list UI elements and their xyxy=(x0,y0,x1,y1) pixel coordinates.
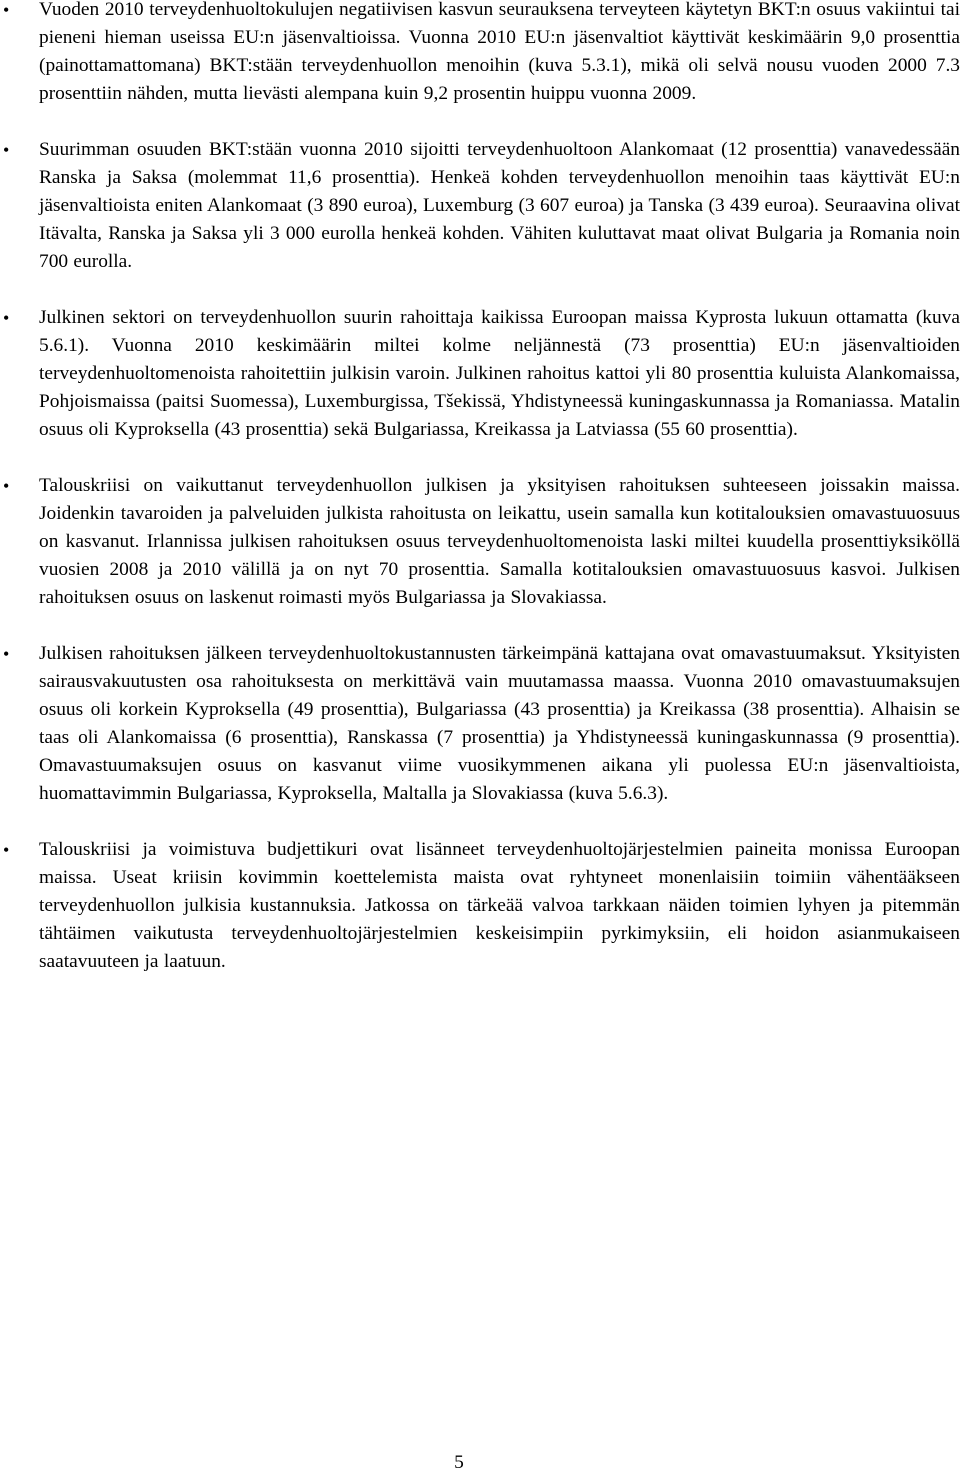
page-number-label: 5 xyxy=(454,1452,464,1473)
bullet-icon: • xyxy=(3,840,10,860)
paragraph-text: Talouskriisi on vaikuttanut terveydenhuollon julkisen ja yksityisen rahoituksen suhteeseen joissakin maissa. Joidenkin tavaroiden ja palveluiden julkista rahoitusta on leikattu, usein samalla kun kotitalouksien omavastuuosuus on kasvanut. Irlannissa julkisen rahoituksen osuus terveydenhuoltomenoista laski miltei kuudella prosenttiyksiköllä vuosien 2008 ja 2010 välillä ja on nyt 70 prosenttia. Samalla kotitalouksien omavastuuosuus kasvoi. Julkisen rahoituksen osuus on laskenut roimasti myös Bulgariassa ja Slovakiassa. xyxy=(39,475,960,608)
paragraph-text: Julkinen sektori on terveydenhuollon suurin rahoittaja kaikissa Euroopan maissa Kyprosta lukuun ottamatta (kuva 5.6.1). Vuonna 2010 keskimäärin miltei kolme neljännestä (73 prosenttia) EU:n jäsenvaltioiden terveydenhuoltomenoista rahoitettiin julkisin varoin. Julkinen rahoitus kattoi yli 80 prosenttia kuluista Alankomaissa, Pohjoismaissa (paitsi Suomessa), Luxemburgissa, Tšekissä, Yhdistyneessä kuningaskunnassa ja Romaniassa. Matalin osuus oli Kyproksella (43 prosenttia) sekä Bulgariassa, Kreikassa ja Latviassa (55 60 prosenttia). xyxy=(39,307,960,440)
bullet-icon: • xyxy=(3,140,10,160)
bullet-icon: • xyxy=(3,644,10,664)
bullet-icon: • xyxy=(3,308,10,328)
paragraph-text: Suurimman osuuden BKT:stään vuonna 2010 sijoitti terveydenhuoltoon Alankomaat (12 prosenttia) vanavedessään Ranska ja Saksa (molemmat 11,6 prosenttia). Henkeä kohden terveydenhuollon menoihin taas käyttivät EU:n jäsenvaltioista eniten Alankomaat (3 890 euroa), Luxemburg (3 607 euroa) ja Tanska (3 439 euroa). Seuraavina olivat Itävalta, Ranska ja Saksa yli 3 000 eurolla henkeä kohden. Vähiten kuluttavat maat olivat Bulgaria ja Romania noin 700 eurolla. xyxy=(39,139,960,272)
page-number xyxy=(0,1449,960,1477)
paragraph-text: Talouskriisi ja voimistuva budjettikuri ovat lisänneet terveydenhuoltojärjestelmien paineita monissa Euroopan maissa. Useat kriisin kovimmin koettelemista maista ovat ryhtyneet monenlaisiin toimiin vähentääkseen terveydenhuollon julkisia kustannuksia. Jatkossa on tärkeää valvoa tarkkaan näiden toimien lyhyen ja pitemmän tähtäimen vaikutusta terveydenhuoltojärjestelmien keskeisimpiin pyrkimyksiin, eli hoidon asianmukaiseen saatavuuteen ja laatuun. xyxy=(39,839,960,972)
bullet-item xyxy=(0,836,960,976)
paragraph-text: Vuoden 2010 terveydenhuoltokulujen negatiivisen kasvun seurauksena terveyteen käytetyn BKT:n osuus vakiintui tai pieneni hieman useissa EU:n jäsenvaltioissa. Vuonna 2010 EU:n jäsenvaltiot käyttivät keskimäärin 9,0 prosenttia (painottamattomana) BKT:stään terveydenhuollon menoihin (kuva 5.3.1), mikä oli selvä nousu vuoden 2000 7.3 prosenttiin nähden, mutta lievästi alempana kuin 9,2 prosentin huippu vuonna 2009. xyxy=(39,0,960,104)
bullet-item xyxy=(0,0,960,108)
bullet-item xyxy=(0,304,960,444)
bullet-item xyxy=(0,136,960,276)
bullet-item xyxy=(0,640,960,808)
paragraph-text: Julkisen rahoituksen jälkeen terveydenhuoltokustannusten tärkeimpänä kattajana ovat omavastuumaksut. Yksityisten sairausvakuutusten osa rahoituksesta on merkittävä vain muutamassa maassa. Vuonna 2010 omavastuumaksujen osuus oli korkein Kyproksella (49 prosenttia), Bulgariassa (43 prosenttia) ja Kreikassa (38 prosenttia). Alhaisin se taas oli Alankomaissa (6 prosenttia), Ranskassa (7 prosenttia) ja Yhdistyneessä kuningaskunnassa (9 prosenttia). Omavastuumaksujen osuus on kasvanut viime vuosikymmenen aikana yli puolessa EU:n jäsenvaltioista, huomattavimmin Bulgariassa, Kyproksella, Maltalla ja Slovakiassa (kuva 5.6.3). xyxy=(39,643,960,804)
bullet-item xyxy=(0,472,960,612)
bullet-icon: • xyxy=(3,0,10,20)
bullet-icon: • xyxy=(3,476,10,496)
